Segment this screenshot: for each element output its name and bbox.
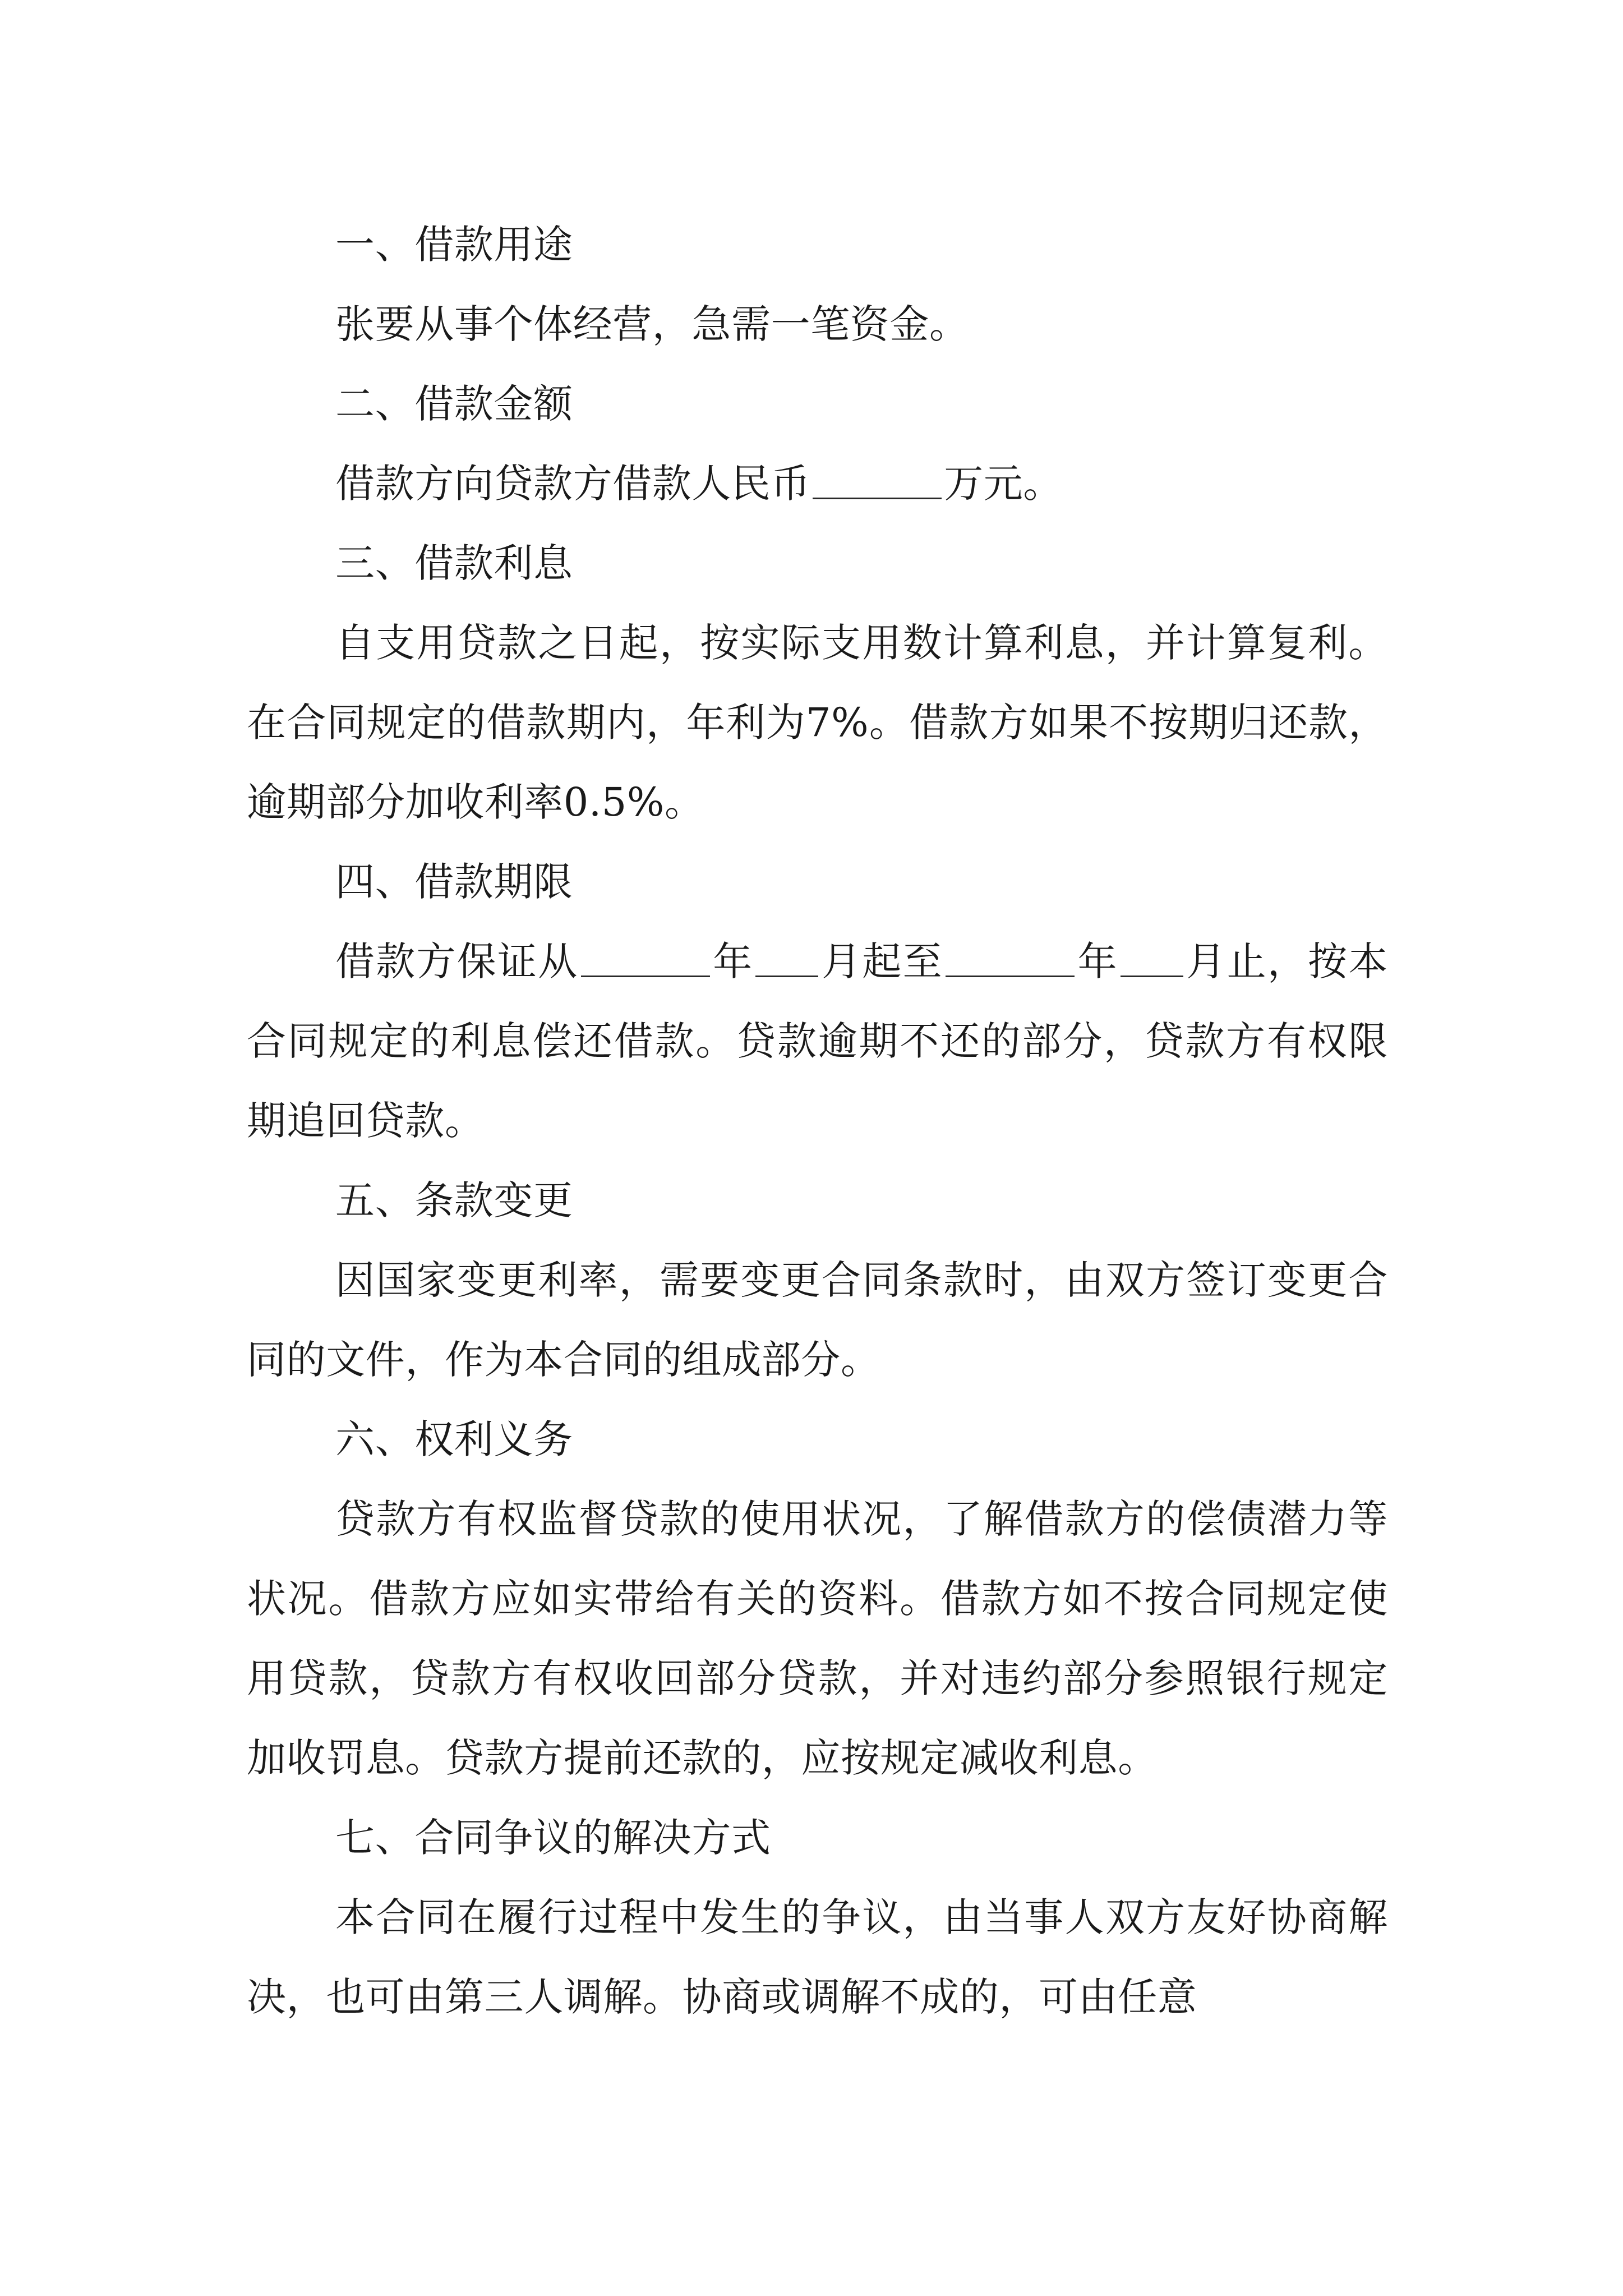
section-text-term <box>247 922 1388 1161</box>
section-heading-purpose: 一、借款用途 <box>335 222 573 268</box>
amount-prefix: 借款方向贷款方借款人民币 <box>335 461 811 507</box>
end-year-blank[interactable] <box>946 938 1075 977</box>
term-to-label: 月起至 <box>820 938 943 984</box>
term-rest-text: 月止，按本合同规定的利息偿还借款。贷款逾期不还的部分，贷款方有权限期追回贷款。 <box>247 938 1388 1144</box>
section-text-amount <box>247 444 1388 523</box>
section-heading-amendment: 五、条款变更 <box>335 1177 573 1223</box>
section-text-dispute: 本合同在履行过程中发生的争议，由当事人双方友好协商解决，也可由第三人调解。协商或调解不成的，可由任意 <box>247 1894 1388 2020</box>
section-text-rights: 贷款方有权监督贷款的使用状况，了解借款方的偿债潜力等状况。借款方应如实带给有关的资料。借款方如不按合同规定使用贷款，贷款方有权收回部分贷款，并对违约部分参照银行规定加收罚息。贷款方提前还款的，应按规定减收利息。 <box>247 1496 1388 1781</box>
section-text-interest: 自支用贷款之日起，按实际支用数计算利息，并计算复利。在合同规定的借款期内，年利为7%。借款方如果不按期归还款，逾期部分加收利率0.5%。 <box>247 620 1388 825</box>
contract-body <box>247 205 1388 2037</box>
end-month-blank[interactable] <box>1121 938 1183 977</box>
section-text-purpose: 张要从事个体经营，急需一笔资金。 <box>335 301 969 347</box>
amount-blank[interactable] <box>813 460 942 499</box>
section-text-amendment: 因国家变更利率，需要变更合同条款时，由双方签订变更合同的文件，作为本合同的组成部分。 <box>247 1257 1388 1383</box>
section-heading-amount: 二、借款金额 <box>335 381 573 427</box>
term-from-label: 借款方保证从 <box>335 938 579 984</box>
start-month-blank[interactable] <box>755 938 818 977</box>
start-year-blank[interactable] <box>581 938 710 977</box>
section-heading-interest: 三、借款利息 <box>335 540 573 586</box>
amount-suffix: 万元。 <box>944 461 1063 507</box>
section-heading-rights: 六、权利义务 <box>335 1416 573 1462</box>
section-heading-dispute: 七、合同争议的解决方式 <box>335 1815 771 1861</box>
section-heading-term: 四、借款期限 <box>335 859 573 905</box>
year-label: 年 <box>1076 938 1118 984</box>
year-label: 年 <box>712 938 754 984</box>
